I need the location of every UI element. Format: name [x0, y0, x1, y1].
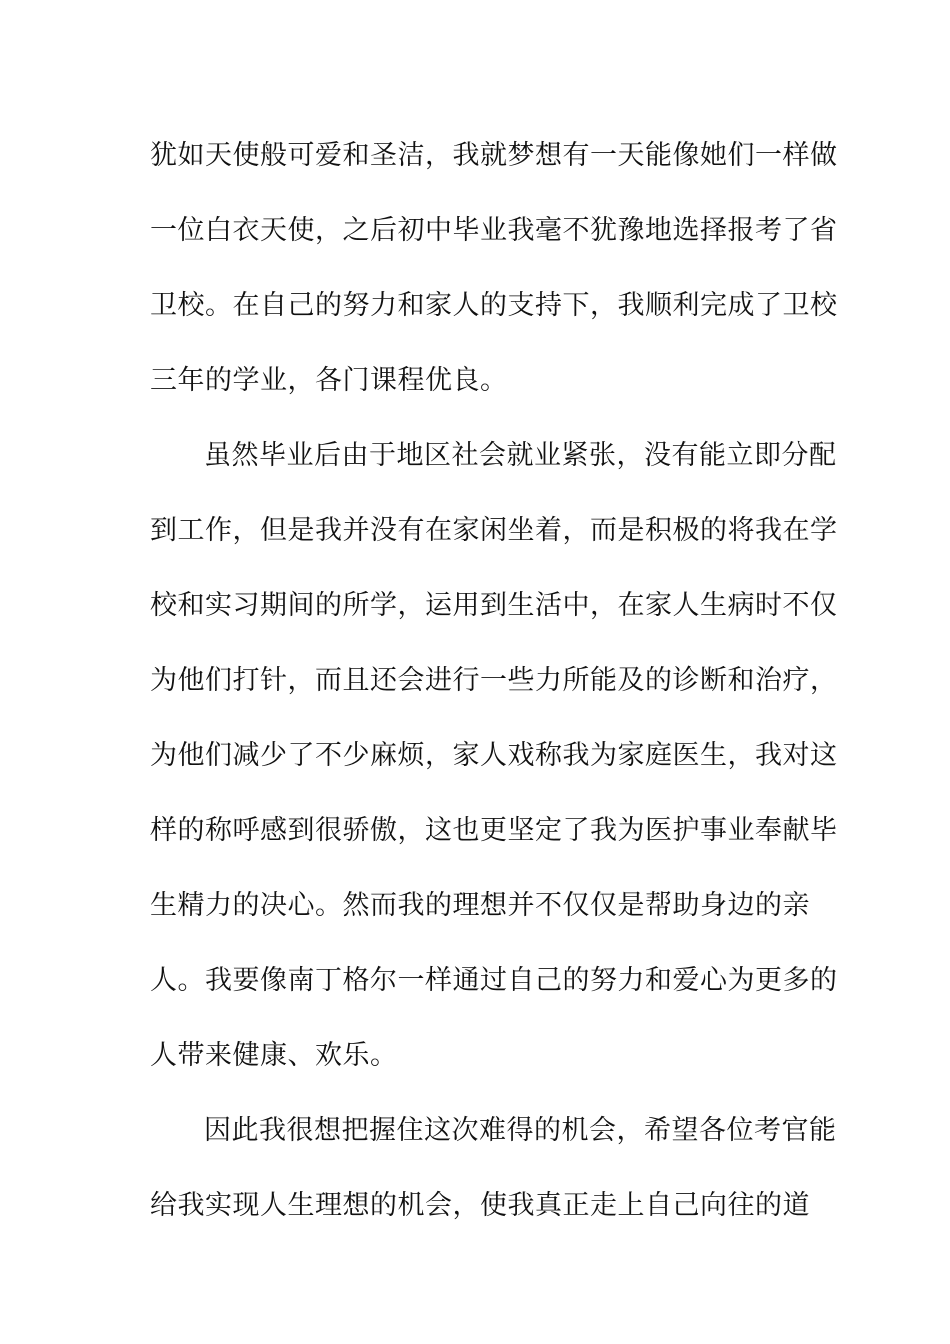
- text-line: 生精力的决心。然而我的理想并不仅仅是帮助身边的亲: [150, 890, 810, 921]
- paragraph-first-line: 因此我很想把握住这次难得的机会，希望各位考官能: [204, 1115, 837, 1146]
- text-line: 为他们减少了不少麻烦，家人戏称我为家庭医生，我对这: [150, 740, 838, 771]
- text-line: 校和实习期间的所学，运用到生活中，在家人生病时不仅: [150, 590, 838, 621]
- text-line: 到工作，但是我并没有在家闲坐着，而是积极的将我在学: [150, 515, 838, 546]
- text-line: 卫校。在自己的努力和家人的支持下，我顺利完成了卫校: [150, 290, 838, 321]
- text-line: 人带来健康、欢乐。: [150, 1040, 398, 1071]
- text-line: 样的称呼感到很骄傲，这也更坚定了我为医护事业奉献毕: [150, 815, 838, 846]
- text-line: 三年的学业，各门课程优良。: [150, 365, 508, 396]
- text-line: 一位白衣天使，之后初中毕业我毫不犹豫地选择报考了省: [150, 215, 838, 246]
- text-line: 为他们打针，而且还会进行一些力所能及的诊断和治疗，: [150, 665, 838, 696]
- text-line: 人。我要像南丁格尔一样通过自己的努力和爱心为更多的: [150, 965, 838, 996]
- text-line: 给我实现人生理想的机会，使我真正走上自己向往的道: [150, 1190, 810, 1221]
- paragraph-first-line: 虽然毕业后由于地区社会就业紧张，没有能立即分配: [204, 440, 837, 471]
- body-text: [150, 118, 838, 1243]
- text-line: 犹如天使般可爱和圣洁，我就梦想有一天能像她们一样做: [150, 140, 838, 171]
